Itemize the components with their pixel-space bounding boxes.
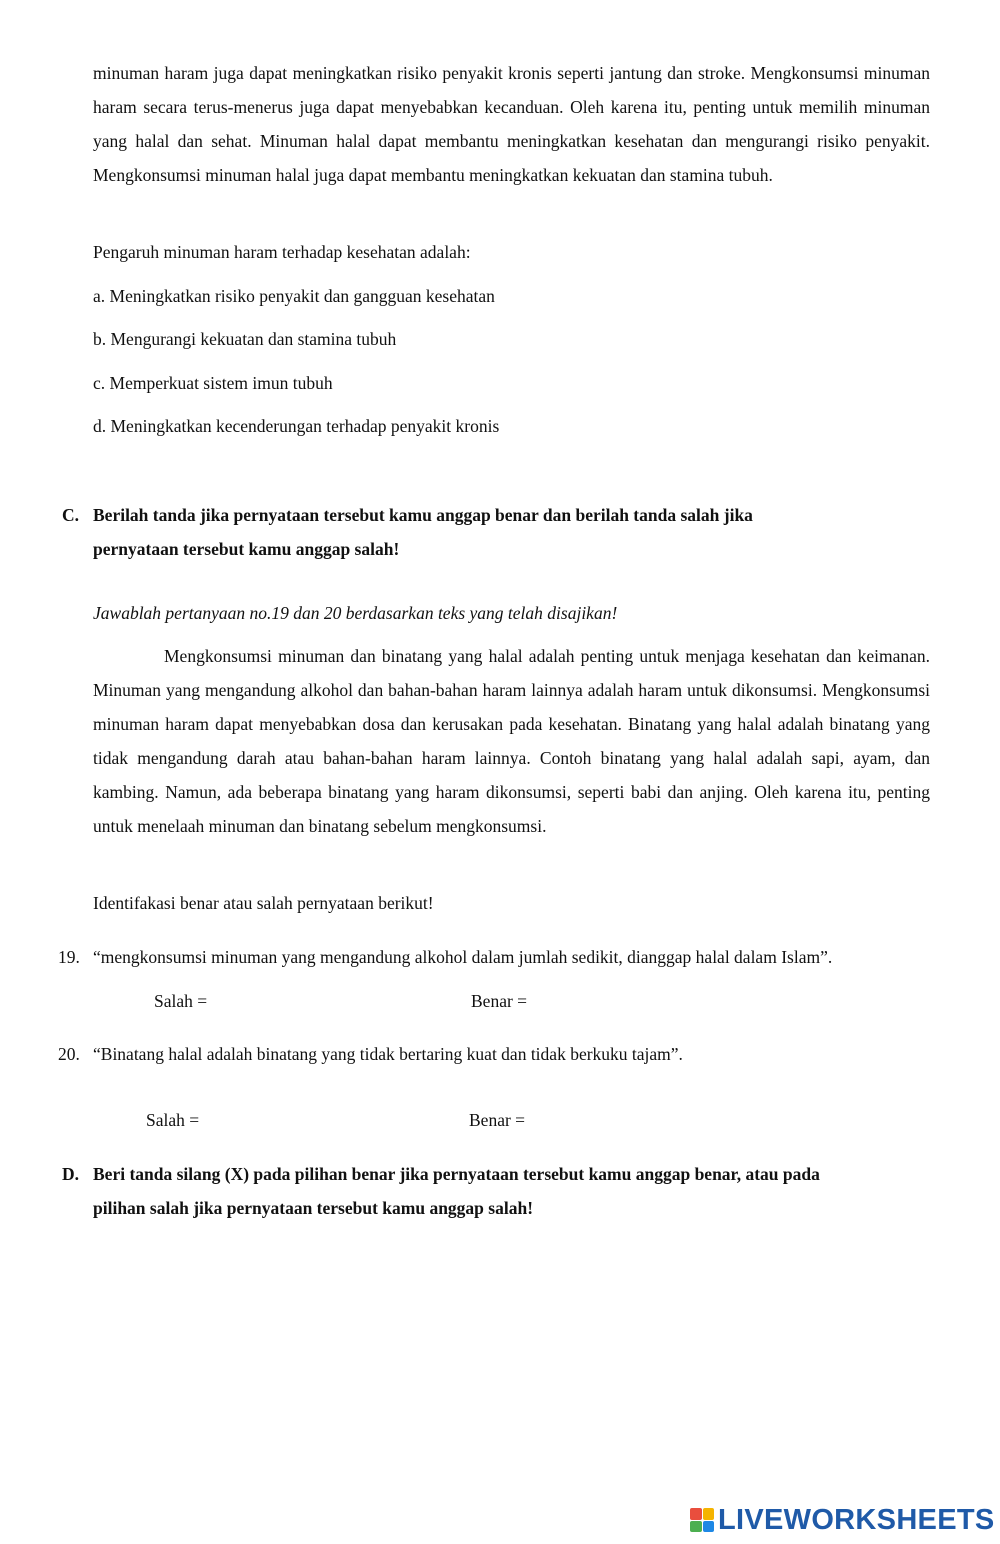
section-d-heading-line2: pilihan salah jika pernyataan tersebut kamu anggap salah! (93, 1198, 534, 1218)
question-20-benar-slot[interactable] (529, 1113, 589, 1131)
section-c-heading-line2: pernyataan tersebut kamu anggap salah! (93, 539, 400, 559)
section-c-passage: Mengkonsumsi minuman dan binatang yang halal adalah penting untuk menjaga kesehatan dan keimanan. Minuman yang mengandung alkohol dan bahan-bahan haram lainnya adalah haram untuk dikonsumsi. Mengkonsumsi minuman haram dapat menyebabkan dosa dan kerusakan pada kesehatan. Binatang yang halal adalah binatang yang tidak mengandung darah atau bahan-bahan haram lainnya. Contoh binatang yang halal adalah sapi, ayam, dan kambing. Namun, ada beberapa binatang yang haram dikonsumsi, seperti babi dan anjing. Oleh karena itu, penting untuk menelaah minuman dan binatang sebelum mengkonsumsi. (93, 646, 930, 836)
section-d-letter: D. (62, 1164, 80, 1184)
section-c-instruction: Jawablah pertanyaan no.19 dan 20 berdasarkan teks yang telah disajikan! (93, 603, 618, 623)
option-a: a. Meningkatkan risiko penyakit dan gangguan kesehatan (93, 286, 495, 306)
question-19-salah-label: Salah = (154, 991, 208, 1011)
logo-tile-blue (703, 1521, 715, 1533)
question-19-text: “mengkonsumsi minuman yang mengandung alkohol dalam jumlah sedikit, dianggap halal dalam Islam”. (93, 947, 833, 967)
logo-tile-red (690, 1508, 702, 1520)
question-19-number: 19. (58, 947, 80, 967)
question-19-salah-option[interactable] (154, 989, 272, 1013)
section-d-heading-line1: Beri tanda silang (X) pada pilihan benar jika pernyataan tersebut kamu anggap benar, atau pada (93, 1164, 820, 1184)
option-c: c. Memperkuat sistem imun tubuh (93, 373, 333, 393)
question-19-benar-option[interactable] (471, 989, 591, 1013)
liveworksheets-wordmark: LIVEWORKSHEETS (718, 1503, 995, 1536)
liveworksheets-brand[interactable] (690, 1500, 995, 1540)
question-19-benar-slot[interactable] (531, 994, 591, 1012)
identify-prompt: Identifakasi benar atau salah pernyataan berikut! (93, 893, 434, 913)
liveworksheets-logo-icon (690, 1508, 714, 1532)
question-20-benar-option[interactable] (469, 1108, 589, 1132)
question-prompt: Pengaruh minuman haram terhadap kesehatan adalah: (93, 242, 471, 262)
question-20-benar-label: Benar = (469, 1110, 526, 1130)
option-b: b. Mengurangi kekuatan dan stamina tubuh (93, 329, 397, 349)
question-20-salah-label: Salah = (146, 1110, 200, 1130)
intro-paragraph: minuman haram juga dapat meningkatkan risiko penyakit kronis seperti jantung dan stroke. Mengkonsumsi minuman haram secara terus-menerus juga dapat menyebabkan kecanduan. Oleh karena itu, penting untuk memilih minuman yang halal dan sehat. Minuman halal dapat membantu meningkatkan kesehatan dan mengurangi risiko penyakit. Mengkonsumsi minuman halal juga dapat membantu meningkatkan kekuatan dan stamina tubuh. (93, 63, 930, 185)
question-20-text: “Binatang halal adalah binatang yang tidak bertaring kuat dan tidak berkuku tajam”. (93, 1044, 683, 1064)
question-20-number: 20. (58, 1044, 80, 1064)
question-19-benar-label: Benar = (471, 991, 528, 1011)
logo-tile-yellow (703, 1508, 715, 1520)
question-19-salah-slot[interactable] (212, 994, 272, 1012)
question-20-salah-slot[interactable] (204, 1113, 264, 1131)
section-c-letter: C. (62, 505, 80, 525)
section-c-heading-line1: Berilah tanda jika pernyataan tersebut kamu anggap benar dan berilah tanda salah jika (93, 505, 753, 525)
option-d: d. Meningkatkan kecenderungan terhadap penyakit kronis (93, 416, 500, 436)
logo-tile-green (690, 1521, 702, 1533)
question-20-salah-option[interactable] (146, 1108, 264, 1132)
